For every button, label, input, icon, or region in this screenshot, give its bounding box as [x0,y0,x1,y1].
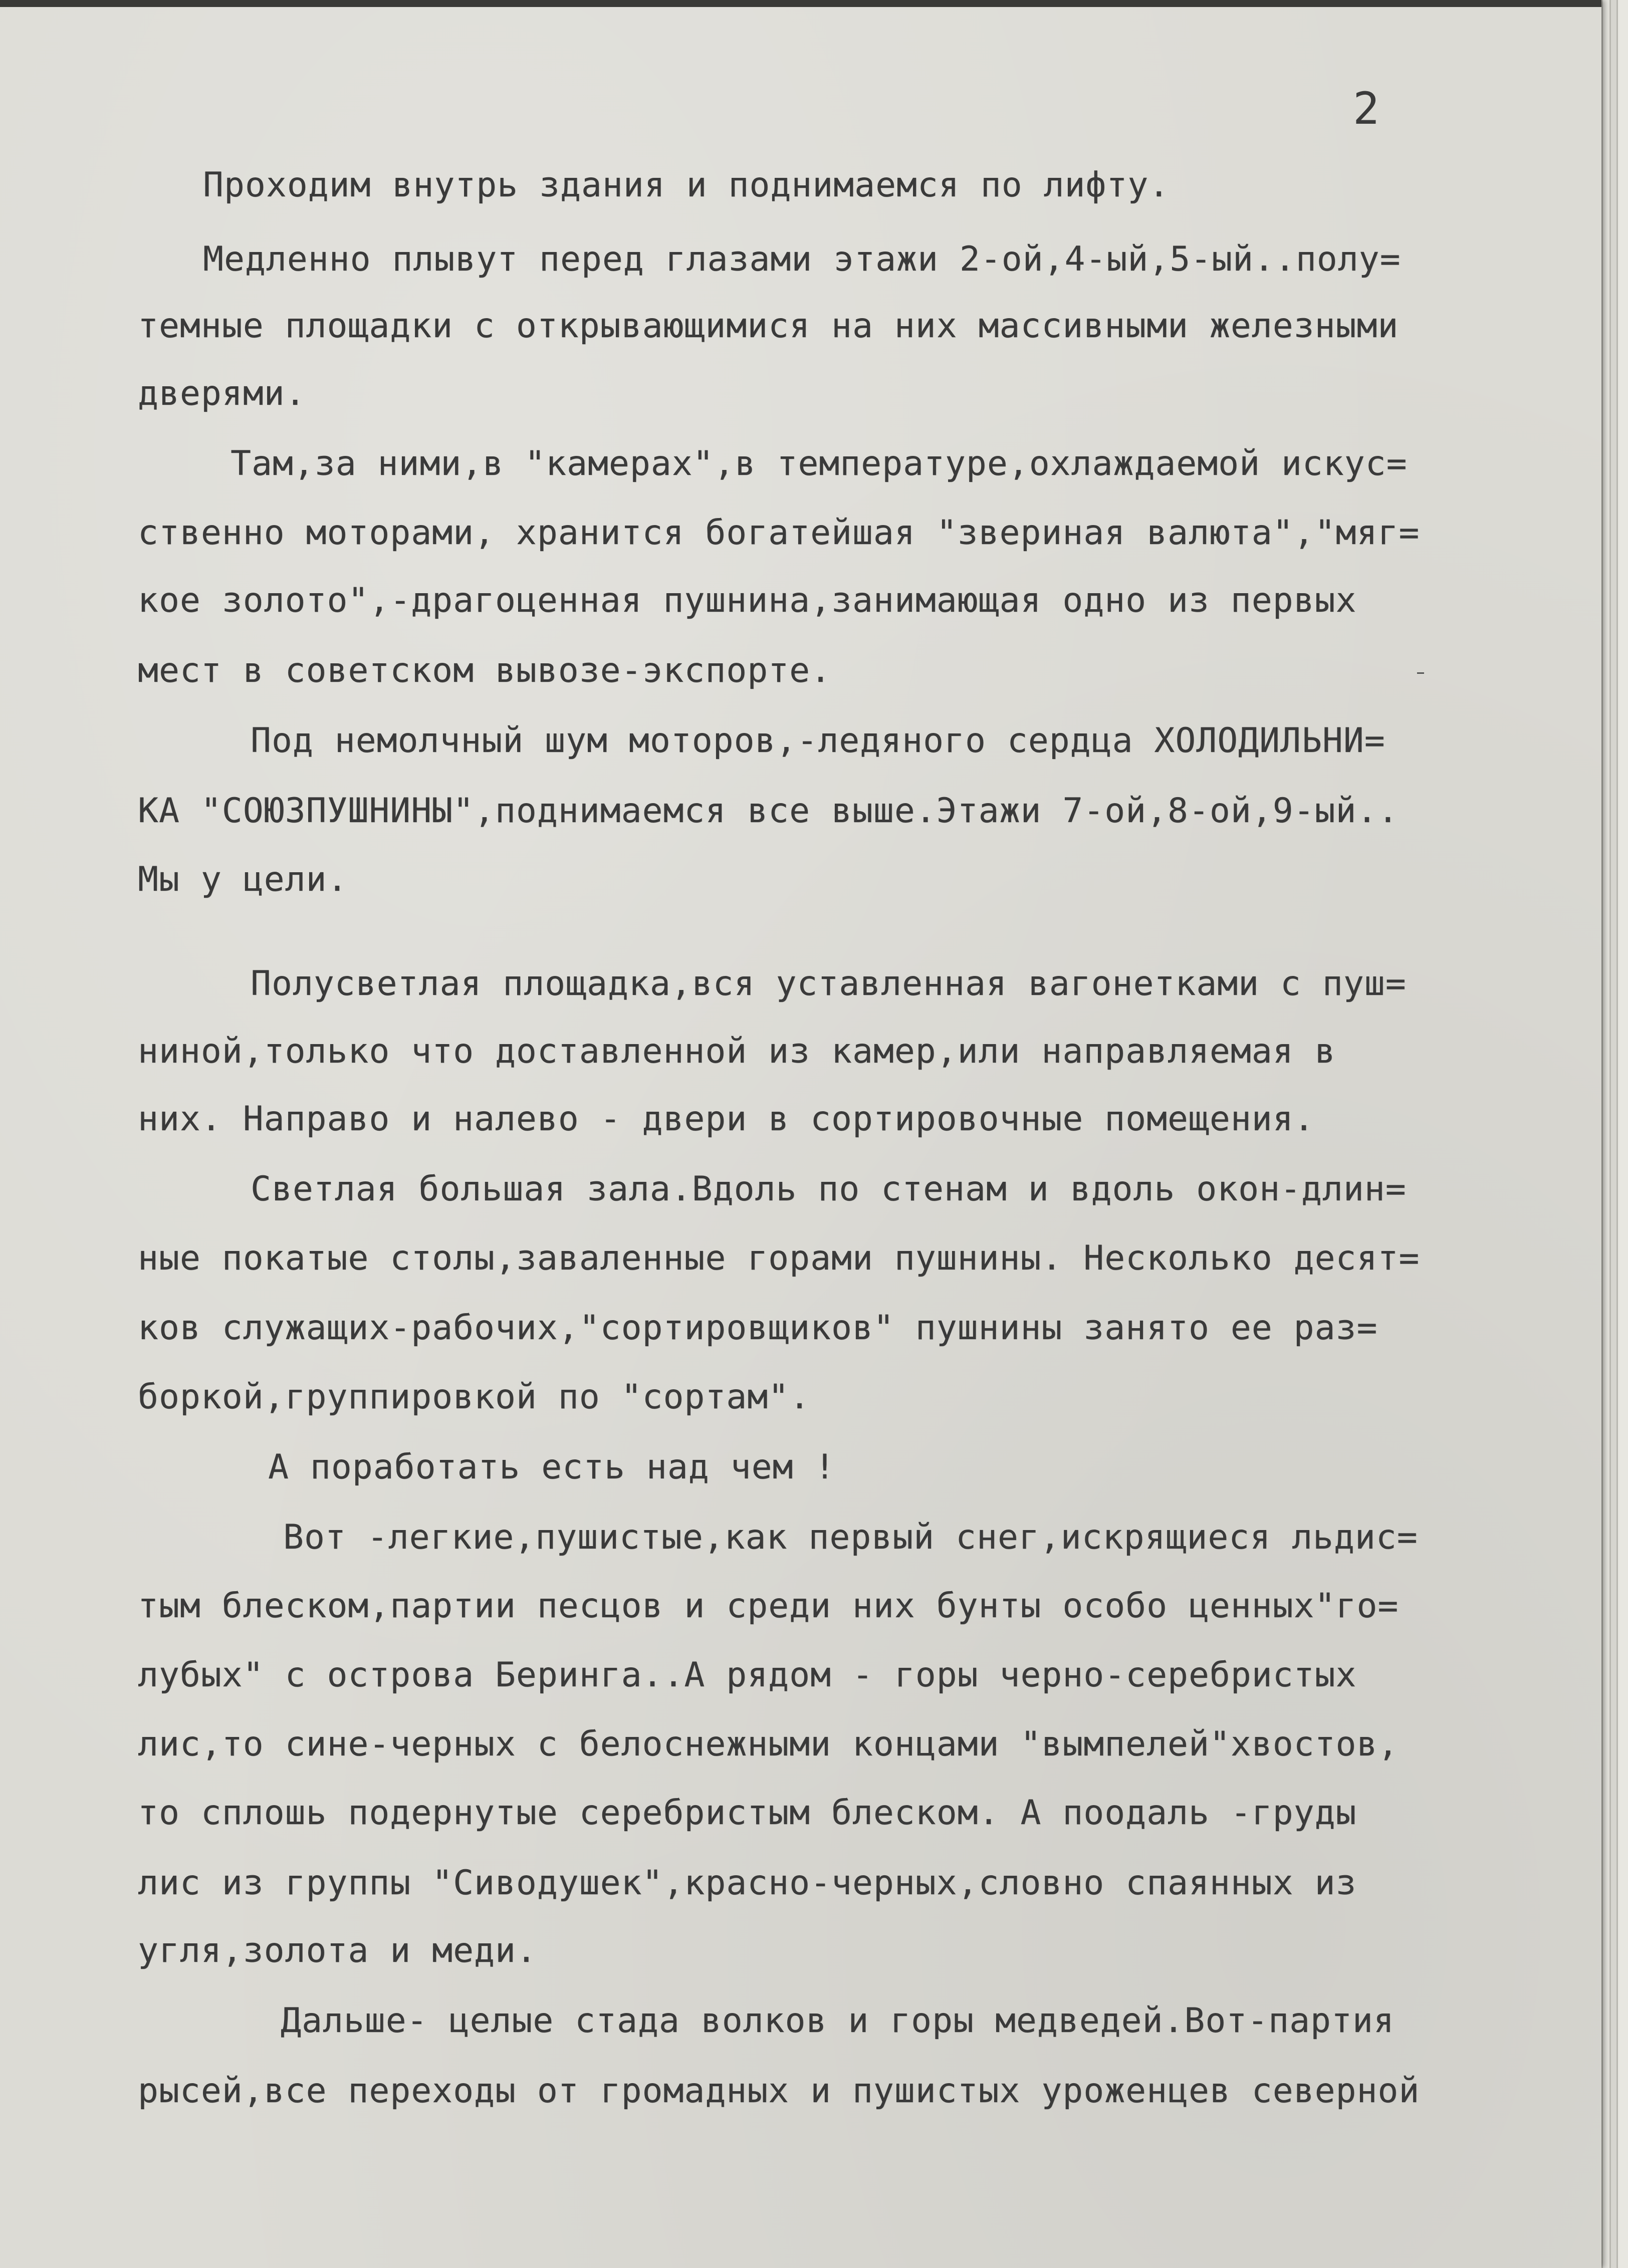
text-line: ниной,только что доставленной из камер,или направляемая в [138,1032,1336,1071]
text-line: Дальше- целые стада волков и горы медведей.Вот-партия [281,2001,1394,2041]
text-line: темные площадки с открывающимися на них массивными железными [138,306,1399,346]
text-line: Светлая большая зала.Вдоль по стенам и вдоль окон-длин= [251,1169,1407,1209]
text-line: Медленно плывут перед глазами этажи 2-ой,4-ый,5-ый..полу= [203,239,1401,279]
scan-top-border [0,0,1601,7]
margin-mark [1417,672,1424,674]
text-line: Полусветлая площадка,вся уставленная вагонетками с пуш= [251,964,1407,1003]
text-line: лис,то сине-черных с белоснежными концами "вымпелей"хвостов, [138,1724,1399,1764]
text-line: Под немолчный шум моторов,-ледяного сердца ХОЛОДИЛЬНИ= [251,721,1385,761]
text-line: них. Направо и налево - двери в сортировочные помещения. [138,1099,1315,1139]
text-line: лубых" с острова Беринга..А рядом - горы черно-серебристых [138,1655,1357,1695]
text-line: КА "СОЮЗПУШНИНЫ",поднимаемся все выше.Этажи 7-ой,8-ой,9-ый.. [138,791,1399,831]
text-line: кое золото",-драгоценная пушнина,занимающая одно из первых [138,581,1357,620]
text-line: А поработать есть над чем ! [268,1447,836,1487]
text-line: Вот -легкие,пушистые,как первый снег,искрящиеся льдис= [283,1518,1418,1557]
text-line: Проходим внутрь здания и поднимаемся по лифту. [203,165,1170,205]
text-line: Мы у цели. [138,860,348,899]
text-line: угля,золота и меди. [138,1931,537,1970]
text-line: мест в советском вывозе-экспорте. [138,651,832,690]
text-line: лис из группы "Сиводушек",красно-черных,словно спаянных из [138,1863,1357,1903]
text-line: боркой,группировкой по "сортам". [138,1377,811,1417]
text-line: ные покатые столы,заваленные горами пушнины. Несколько десят= [138,1238,1420,1278]
text-line: ственно моторами, хранится богатейшая "звериная валюта","мяг= [138,513,1420,553]
text-line: ков служащих-рабочих,"сортировщиков" пушнины занято ее раз= [138,1308,1378,1348]
text-line: тым блеском,партии песцов и среди них бунты особо ценных"го= [138,1586,1399,1626]
page-stack-edge [1616,0,1628,2268]
text-line: дверями. [138,374,306,413]
text-line: Там,за ними,в "камерах",в температуре,охлаждаемой искус= [230,444,1408,483]
page-number: 2 [1353,83,1379,134]
text-line: то сплошь подернутые серебристым блеском. А поодаль -груды [138,1793,1357,1833]
text-line: рысей,все переходы от громадных и пушистых уроженцев северной [138,2071,1420,2111]
